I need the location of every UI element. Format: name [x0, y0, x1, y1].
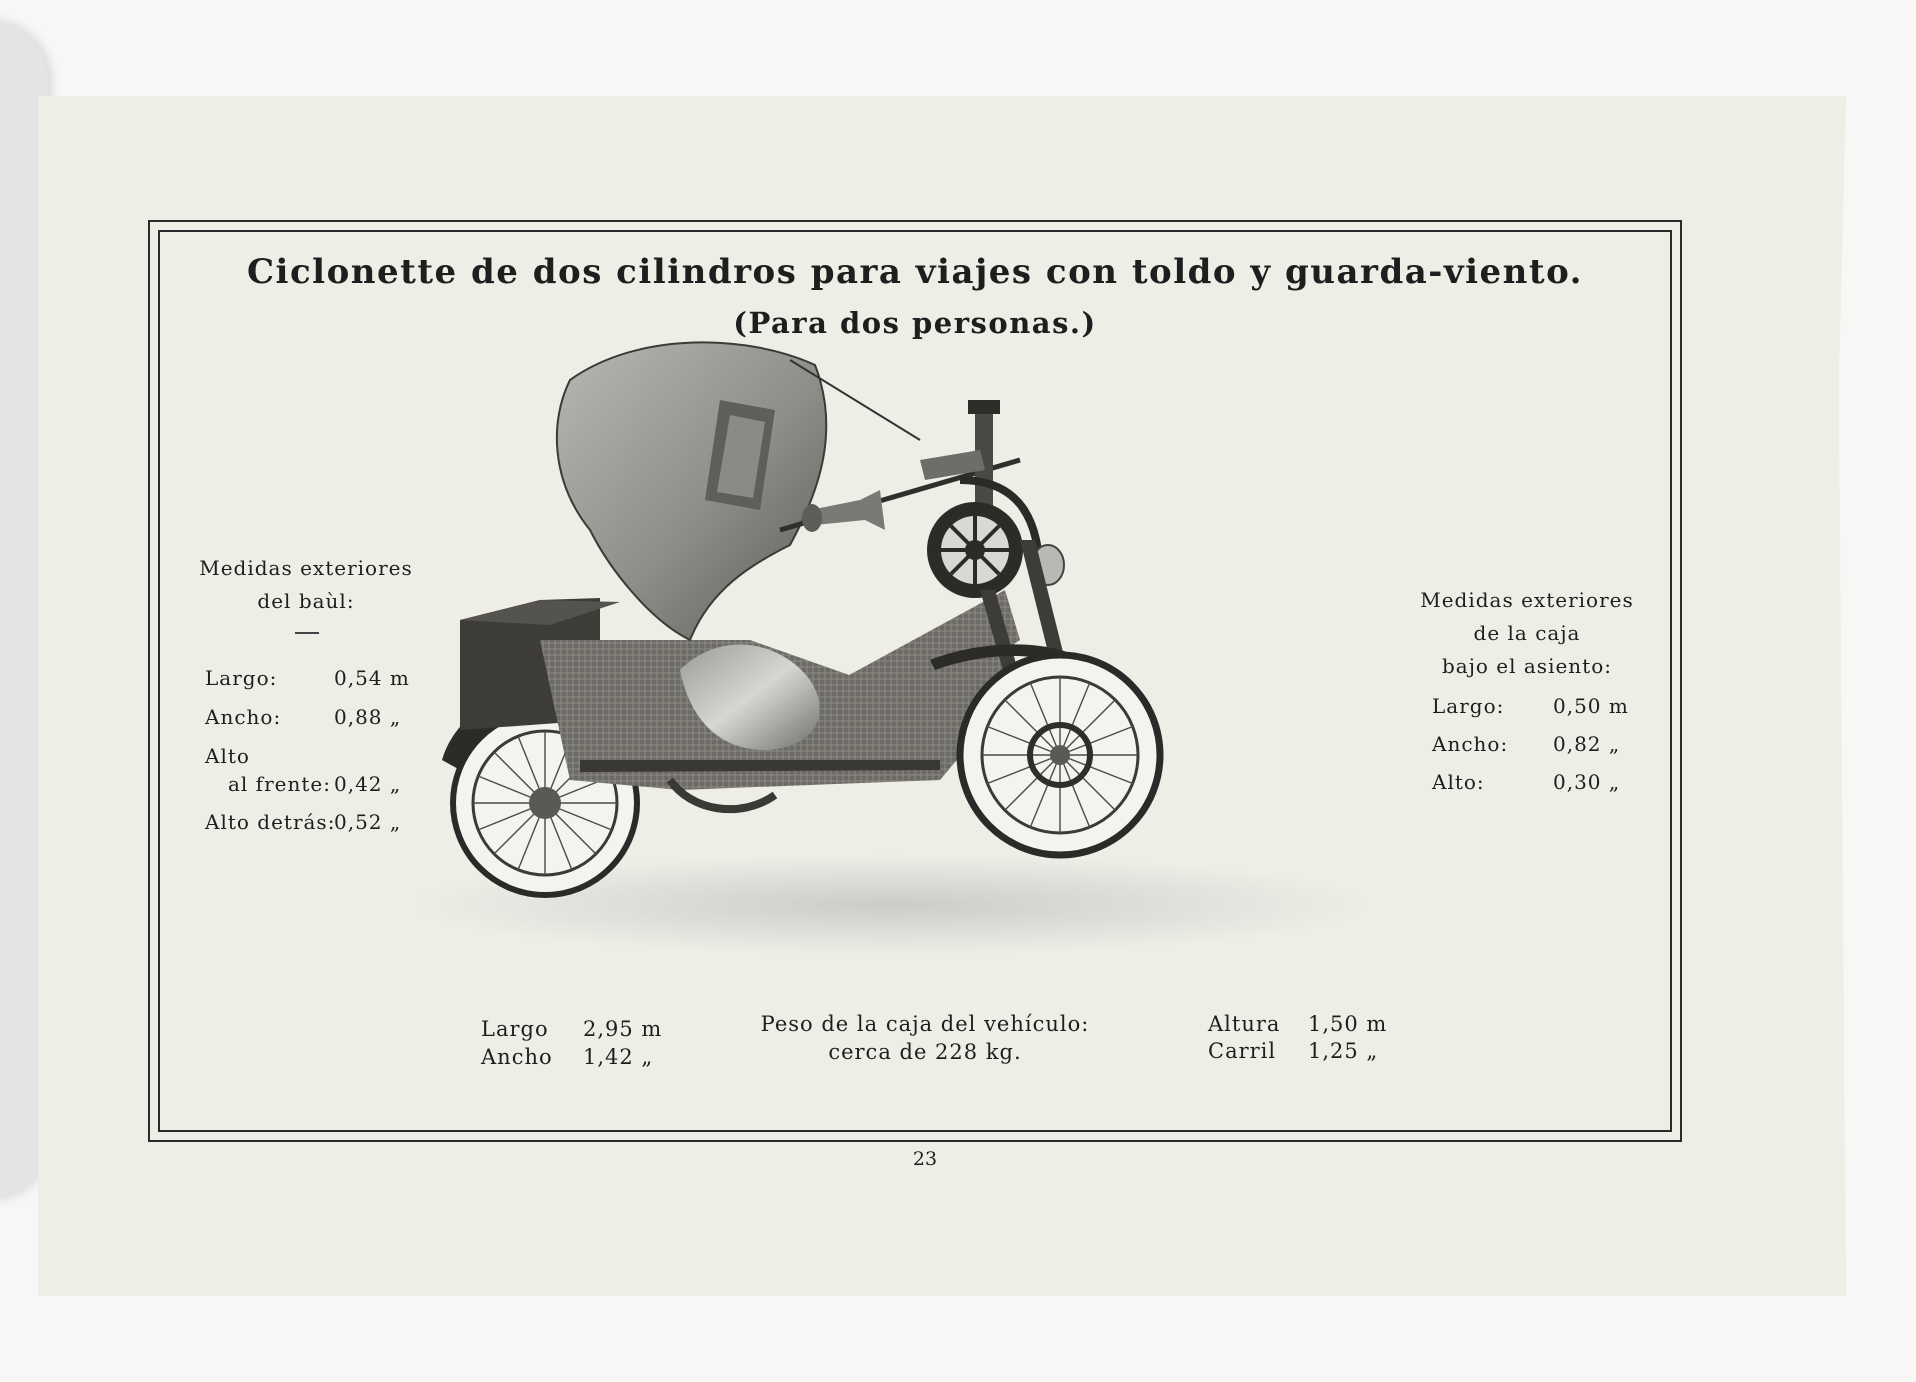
overall-ancho-label: Ancho [481, 1045, 553, 1069]
overall-carril-value: 1,25 „ [1308, 1039, 1379, 1063]
page-subtitle: (Para dos personas.) [733, 306, 1097, 340]
seat-box-largo-label: Largo: [1432, 694, 1505, 718]
overall-carril-label: Carril [1208, 1039, 1277, 1063]
overall-largo-value: 2,95 m [583, 1017, 663, 1041]
trunk-alto-frente-label: al frente: [228, 772, 331, 796]
trunk-heading [196, 552, 416, 618]
overall-altura-label: Altura [1208, 1012, 1281, 1036]
weight-line2: cerca de 228 kg. [828, 1040, 1022, 1064]
seat-box-heading [1417, 584, 1637, 683]
vehicle-illustration [420, 340, 1420, 960]
trunk-alto-label: Alto [205, 744, 250, 768]
seat-box-largo-value: 0,50 m [1553, 694, 1629, 718]
heading-dash [295, 632, 319, 634]
weight-line1: Peso de la caja del vehículo: [760, 1012, 1090, 1036]
page-title: Ciclonette de dos cilindros para viajes con toldo y guarda-viento. [247, 252, 1583, 292]
trunk-largo-label: Largo: [205, 666, 278, 690]
trunk-largo-value: 0,54 m [334, 666, 410, 690]
trunk-ancho-value: 0,88 „ [334, 705, 402, 729]
seat-box-heading-line3: bajo el asiento: [1441, 654, 1613, 678]
seat-box-heading-line2: de la caja [1473, 621, 1581, 645]
page-number: 23 [912, 1148, 938, 1170]
overall-altura-value: 1,50 m [1308, 1012, 1388, 1036]
trunk-alto-detras-value: 0,52 „ [334, 810, 402, 834]
trunk-alto-frente-value: 0,42 „ [334, 772, 402, 796]
front-wheel [960, 655, 1160, 855]
seat-box-ancho-label: Ancho: [1432, 732, 1509, 756]
overall-ancho-value: 1,42 „ [583, 1045, 654, 1069]
trunk-heading-line1: Medidas exteriores [199, 556, 413, 580]
overall-largo-label: Largo [481, 1017, 549, 1041]
seat-box-alto-label: Alto: [1432, 770, 1485, 794]
seat-box-heading-line1: Medidas exteriores [1420, 588, 1634, 612]
trunk-alto-detras-label: Alto detrás: [205, 810, 336, 834]
trunk-heading-line2: del baùl: [257, 589, 355, 613]
seat-box-alto-value: 0,30 „ [1553, 770, 1621, 794]
seat-box-ancho-value: 0,82 „ [1553, 732, 1621, 756]
trunk-ancho-label: Ancho: [205, 705, 282, 729]
